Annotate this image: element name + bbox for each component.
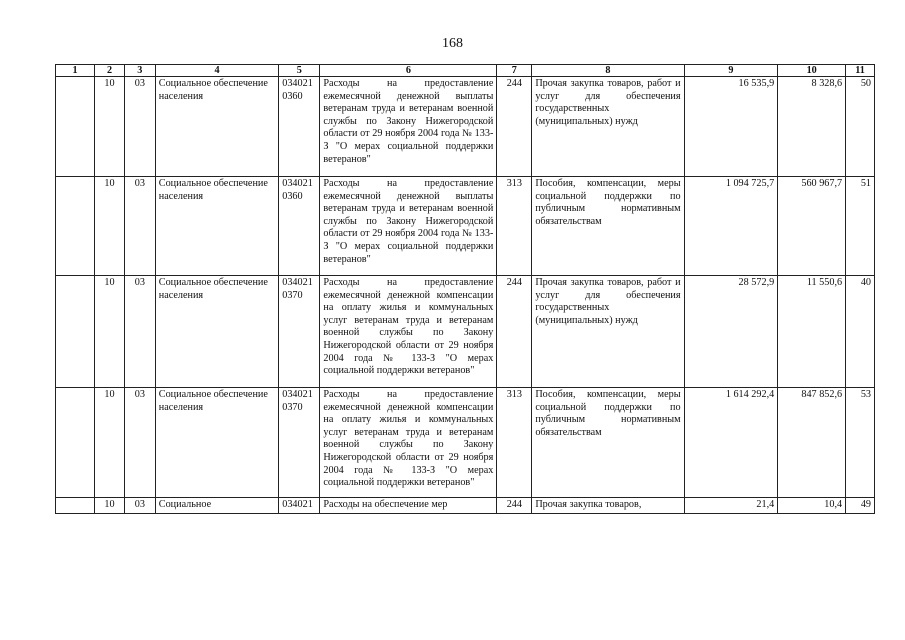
cell-section: 10 (95, 276, 125, 388)
cell-expense-description: Расходы на предоставление ежемесячной денежной выплаты ветеранам труда и ветеранам военной службы по Закону Нижегородской области от 29 ноября 2004 года № 133-З "О мерах социальной поддержки ветеранов" (320, 177, 497, 276)
column-header: 5 (279, 65, 320, 77)
cell-target-code: 034021 0370 (279, 276, 320, 388)
cell-expense-type-code: 244 (497, 498, 532, 514)
table-row (56, 388, 875, 498)
cell-col1 (56, 276, 95, 388)
cell-actual-amount: 10,4 (778, 498, 846, 514)
cell-section-name: Социальное обеспечение населения (155, 177, 278, 276)
column-number-header-row (56, 65, 875, 77)
cell-section-name: Социальное обеспечение населения (155, 388, 278, 498)
column-header: 10 (778, 65, 846, 77)
cell-subsection: 03 (124, 388, 155, 498)
cell-percent: 40 (846, 276, 875, 388)
cell-col1 (56, 177, 95, 276)
table-row (56, 276, 875, 388)
cell-col1 (56, 498, 95, 514)
cell-expense-description: Расходы на предоставление ежемесячной денежной компенсации на оплату жилья и коммунальных услуг ветеранам труда и ветеранам военной службы по Закону Нижегородской области от 29 ноября 2004 года № 133-З "О мерах социальной поддержки ветеранов" (320, 276, 497, 388)
cell-percent: 53 (846, 388, 875, 498)
column-header: 2 (95, 65, 125, 77)
cell-expense-type-name: Пособия, компенсации, меры социальной поддержки по публичным нормативным обязательствам (532, 177, 684, 276)
column-header: 1 (56, 65, 95, 77)
cell-plan-amount: 1 614 292,4 (684, 388, 778, 498)
cell-plan-amount: 21,4 (684, 498, 778, 514)
cell-actual-amount: 847 852,6 (778, 388, 846, 498)
table-row (56, 177, 875, 276)
cell-col1 (56, 388, 95, 498)
cell-actual-amount: 8 328,6 (778, 77, 846, 177)
column-header: 7 (497, 65, 532, 77)
cell-section: 10 (95, 177, 125, 276)
column-header: 4 (155, 65, 278, 77)
cell-target-code: 034021 (279, 498, 320, 514)
cell-expense-type-name: Прочая закупка товаров, работ и услуг для обеспечения государственных (муниципальных) нужд (532, 276, 684, 388)
column-header: 6 (320, 65, 497, 77)
cell-col1 (56, 77, 95, 177)
cell-actual-amount: 560 967,7 (778, 177, 846, 276)
cell-expense-type-code: 313 (497, 177, 532, 276)
cell-expense-type-code: 244 (497, 77, 532, 177)
cell-section: 10 (95, 77, 125, 177)
cell-section-name: Социальное обеспечение населения (155, 276, 278, 388)
cell-expense-description: Расходы на предоставление ежемесячной денежной выплаты ветеранам труда и ветеранам военной службы по Закону Нижегородской области от 29 ноября 2004 года № 133-З "О мерах социальной поддержки ветеранов" (320, 77, 497, 177)
cell-expense-type-name: Пособия, компенсации, меры социальной поддержки по публичным нормативным обязательствам (532, 388, 684, 498)
page-number: 168 (442, 36, 463, 51)
cell-section-name: Социальное (155, 498, 278, 514)
budget-table (55, 64, 875, 514)
cell-subsection: 03 (124, 498, 155, 514)
cell-plan-amount: 28 572,9 (684, 276, 778, 388)
cell-subsection: 03 (124, 276, 155, 388)
table-row (56, 498, 875, 514)
cell-expense-type-code: 313 (497, 388, 532, 498)
cell-plan-amount: 1 094 725,7 (684, 177, 778, 276)
cell-target-code: 034021 0360 (279, 77, 320, 177)
table-row (56, 77, 875, 177)
cell-subsection: 03 (124, 77, 155, 177)
cell-plan-amount: 16 535,9 (684, 77, 778, 177)
cell-expense-type-name: Прочая закупка товаров, (532, 498, 684, 514)
cell-actual-amount: 11 550,6 (778, 276, 846, 388)
column-header: 11 (846, 65, 875, 77)
column-header: 8 (532, 65, 684, 77)
cell-subsection: 03 (124, 177, 155, 276)
cell-section: 10 (95, 498, 125, 514)
cell-percent: 51 (846, 177, 875, 276)
cell-percent: 50 (846, 77, 875, 177)
cell-section-name: Социальное обеспечение населения (155, 77, 278, 177)
cell-expense-type-name: Прочая закупка товаров, работ и услуг для обеспечения государственных (муниципальных) нужд (532, 77, 684, 177)
cell-target-code: 034021 0360 (279, 177, 320, 276)
cell-percent: 49 (846, 498, 875, 514)
column-header: 3 (124, 65, 155, 77)
column-header: 9 (684, 65, 778, 77)
cell-expense-description: Расходы на обеспечение мер (320, 498, 497, 514)
cell-expense-type-code: 244 (497, 276, 532, 388)
cell-expense-description: Расходы на предоставление ежемесячной денежной компенсации на оплату жилья и коммунальных услуг ветеранам труда и ветеранам военной службы по Закону Нижегородской области от 29 ноября 2004 года № 133-З "О мерах социальной поддержки ветеранов" (320, 388, 497, 498)
cell-section: 10 (95, 388, 125, 498)
cell-target-code: 034021 0370 (279, 388, 320, 498)
